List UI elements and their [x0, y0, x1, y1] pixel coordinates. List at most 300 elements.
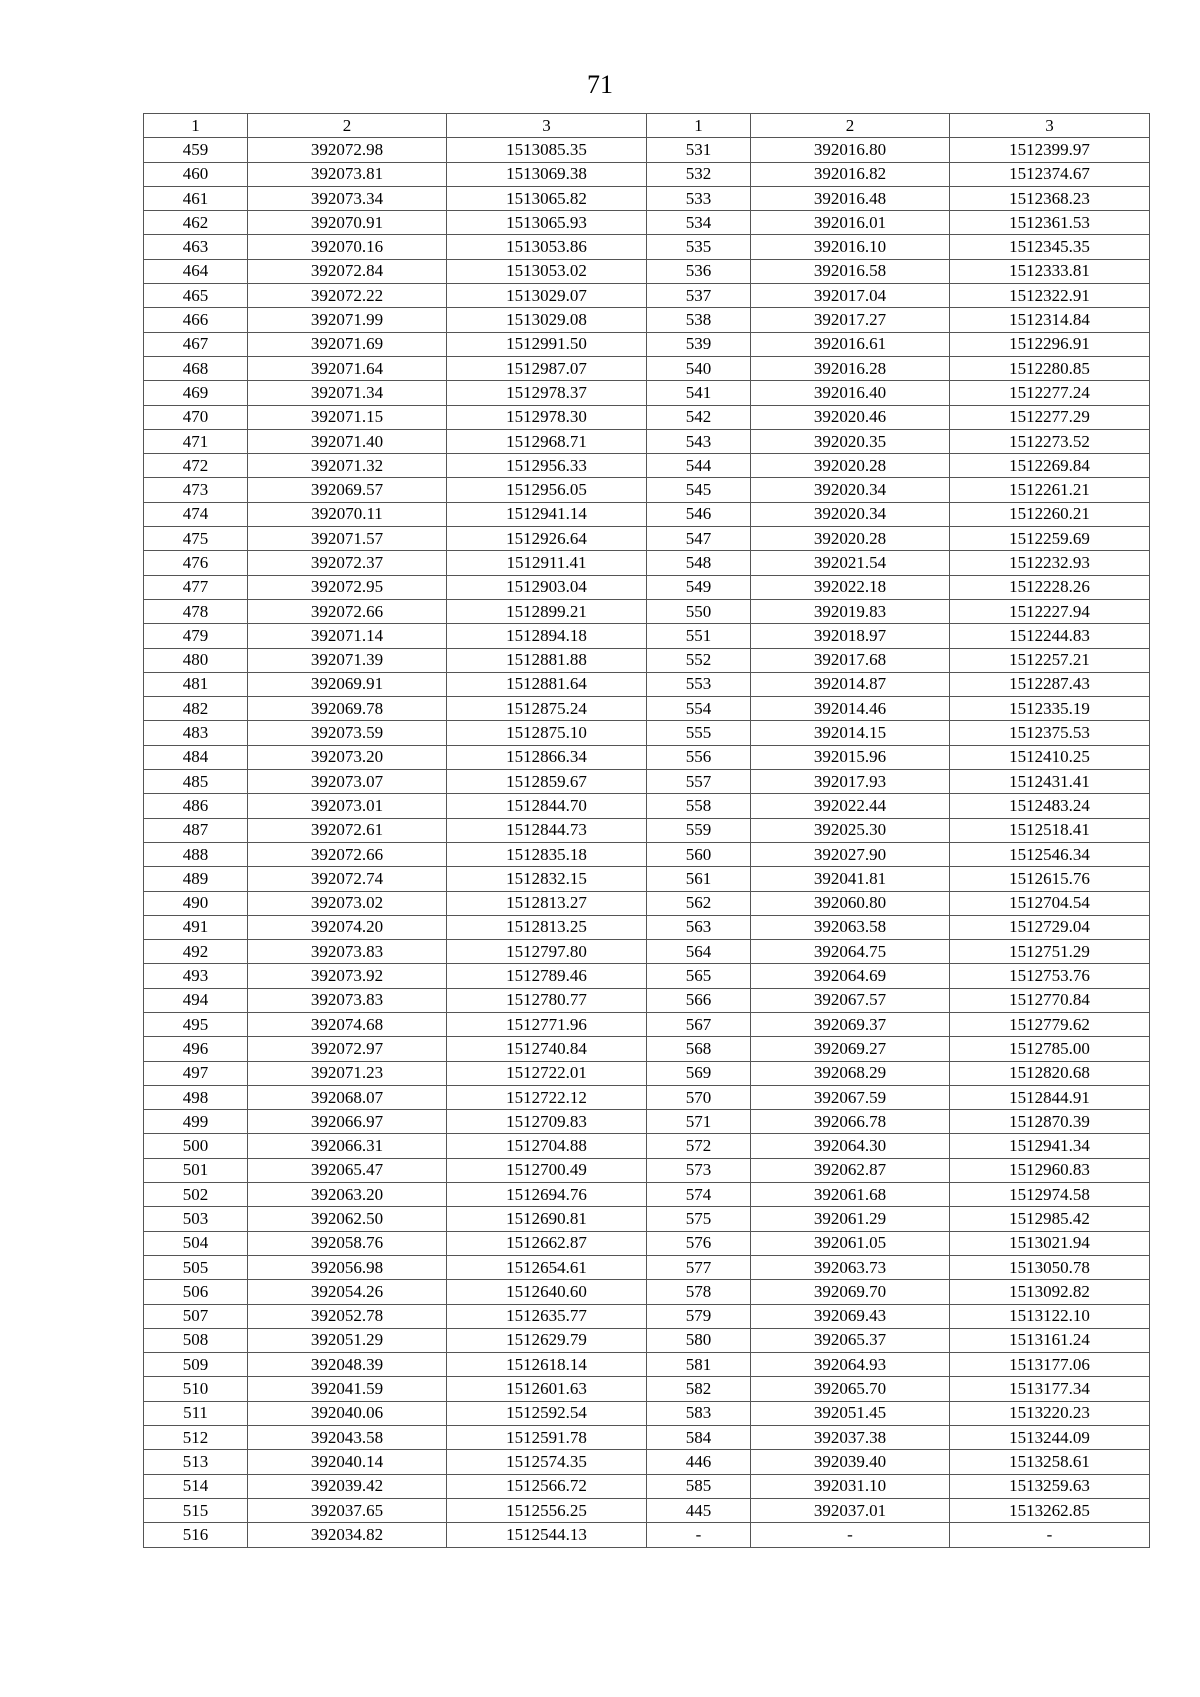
x-coordinate-cell: 392064.30 — [751, 1134, 950, 1158]
y-coordinate-cell: 1512985.42 — [950, 1207, 1150, 1231]
y-coordinate-cell: 1512694.76 — [447, 1183, 647, 1207]
x-coordinate-cell: 392065.70 — [751, 1377, 950, 1401]
table-row — [144, 867, 1150, 891]
point-number-cell: 547 — [647, 527, 751, 551]
header-cell-point-number: 1 — [144, 114, 248, 138]
point-number-cell: 562 — [647, 891, 751, 915]
y-coordinate-cell: 1512926.64 — [447, 527, 647, 551]
point-number-cell: 584 — [647, 1426, 751, 1450]
x-coordinate-cell: 392067.57 — [751, 988, 950, 1012]
point-number-cell: 472 — [144, 454, 248, 478]
table-row — [144, 454, 1150, 478]
x-coordinate-cell: 392020.46 — [751, 405, 950, 429]
table-row — [144, 770, 1150, 794]
point-number-cell: 476 — [144, 551, 248, 575]
y-coordinate-cell: 1512296.91 — [950, 332, 1150, 356]
x-coordinate-cell: 392037.01 — [751, 1498, 950, 1522]
point-number-cell: 491 — [144, 915, 248, 939]
x-coordinate-cell: 392071.14 — [248, 624, 447, 648]
y-coordinate-cell: 1512835.18 — [447, 842, 647, 866]
x-coordinate-cell: 392040.06 — [248, 1401, 447, 1425]
x-coordinate-cell: 392016.48 — [751, 186, 950, 210]
x-coordinate-cell: 392016.82 — [751, 162, 950, 186]
point-number-cell: 533 — [647, 186, 751, 210]
y-coordinate-cell: 1512960.83 — [950, 1158, 1150, 1182]
point-number-cell: 534 — [647, 211, 751, 235]
table-row — [144, 259, 1150, 283]
y-coordinate-cell: 1512875.24 — [447, 697, 647, 721]
x-coordinate-cell: 392060.80 — [751, 891, 950, 915]
y-coordinate-cell: 1512483.24 — [950, 794, 1150, 818]
point-number-cell: 548 — [647, 551, 751, 575]
y-coordinate-cell: 1512780.77 — [447, 988, 647, 1012]
point-number-cell: 468 — [144, 356, 248, 380]
y-coordinate-cell: 1512832.15 — [447, 867, 647, 891]
point-number-cell: 579 — [647, 1304, 751, 1328]
x-coordinate-cell: 392052.78 — [248, 1304, 447, 1328]
point-number-cell: 575 — [647, 1207, 751, 1231]
x-coordinate-cell: 392019.83 — [751, 599, 950, 623]
x-coordinate-cell: 392070.11 — [248, 502, 447, 526]
point-number-cell: 558 — [647, 794, 751, 818]
point-number-cell: 496 — [144, 1037, 248, 1061]
point-number-cell: 494 — [144, 988, 248, 1012]
y-coordinate-cell: 1513029.07 — [447, 284, 647, 308]
x-coordinate-cell: 392040.14 — [248, 1450, 447, 1474]
y-coordinate-cell: 1512431.41 — [950, 770, 1150, 794]
x-coordinate-cell: 392073.07 — [248, 770, 447, 794]
x-coordinate-cell: 392014.15 — [751, 721, 950, 745]
y-coordinate-cell: 1512322.91 — [950, 284, 1150, 308]
point-number-cell: 461 — [144, 186, 248, 210]
y-coordinate-cell: 1512941.34 — [950, 1134, 1150, 1158]
y-coordinate-cell: 1512956.33 — [447, 454, 647, 478]
y-coordinate-cell: 1512345.35 — [950, 235, 1150, 259]
y-coordinate-cell: 1513085.35 — [447, 138, 647, 162]
y-coordinate-cell: 1512844.91 — [950, 1085, 1150, 1109]
x-coordinate-cell: 392069.91 — [248, 672, 447, 696]
point-number-cell: 464 — [144, 259, 248, 283]
y-coordinate-cell: 1512635.77 — [447, 1304, 647, 1328]
y-coordinate-cell: 1512566.72 — [447, 1474, 647, 1498]
x-coordinate-cell: 392071.40 — [248, 429, 447, 453]
table-row — [144, 1450, 1150, 1474]
y-coordinate-cell: - — [950, 1523, 1150, 1547]
x-coordinate-cell: 392071.23 — [248, 1061, 447, 1085]
x-coordinate-cell: 392034.82 — [248, 1523, 447, 1547]
point-number-cell: 516 — [144, 1523, 248, 1547]
x-coordinate-cell: 392064.93 — [751, 1353, 950, 1377]
y-coordinate-cell: 1512629.79 — [447, 1328, 647, 1352]
table-row — [144, 1280, 1150, 1304]
x-coordinate-cell: 392071.32 — [248, 454, 447, 478]
x-coordinate-cell: 392066.97 — [248, 1110, 447, 1134]
x-coordinate-cell: 392067.59 — [751, 1085, 950, 1109]
point-number-cell: 495 — [144, 1012, 248, 1036]
point-number-cell: 553 — [647, 672, 751, 696]
table-row — [144, 1328, 1150, 1352]
table-row — [144, 1012, 1150, 1036]
x-coordinate-cell: 392056.98 — [248, 1255, 447, 1279]
point-number-cell: 477 — [144, 575, 248, 599]
point-number-cell: 505 — [144, 1255, 248, 1279]
point-number-cell: 543 — [647, 429, 751, 453]
table-row — [144, 1183, 1150, 1207]
x-coordinate-cell: 392062.87 — [751, 1158, 950, 1182]
y-coordinate-cell: 1512410.25 — [950, 745, 1150, 769]
x-coordinate-cell: 392039.40 — [751, 1450, 950, 1474]
point-number-cell: 471 — [144, 429, 248, 453]
point-number-cell: 552 — [647, 648, 751, 672]
y-coordinate-cell: 1512374.67 — [950, 162, 1150, 186]
y-coordinate-cell: 1512591.78 — [447, 1426, 647, 1450]
table-row — [144, 1158, 1150, 1182]
y-coordinate-cell: 1512368.23 — [950, 186, 1150, 210]
table-row — [144, 1474, 1150, 1498]
y-coordinate-cell: 1512968.71 — [447, 429, 647, 453]
y-coordinate-cell: 1513053.02 — [447, 259, 647, 283]
x-coordinate-cell: 392069.27 — [751, 1037, 950, 1061]
x-coordinate-cell: 392041.59 — [248, 1377, 447, 1401]
table-row — [144, 1207, 1150, 1231]
point-number-cell: 509 — [144, 1353, 248, 1377]
table-row — [144, 1498, 1150, 1522]
y-coordinate-cell: 1512615.76 — [950, 867, 1150, 891]
y-coordinate-cell: 1512859.67 — [447, 770, 647, 794]
x-coordinate-cell: 392016.28 — [751, 356, 950, 380]
point-number-cell: 567 — [647, 1012, 751, 1036]
point-number-cell: 545 — [647, 478, 751, 502]
point-number-cell: 478 — [144, 599, 248, 623]
x-coordinate-cell: 392069.78 — [248, 697, 447, 721]
point-number-cell: 557 — [647, 770, 751, 794]
point-number-cell: 508 — [144, 1328, 248, 1352]
x-coordinate-cell: 392054.26 — [248, 1280, 447, 1304]
table-row — [144, 429, 1150, 453]
table-row — [144, 842, 1150, 866]
table-row — [144, 575, 1150, 599]
y-coordinate-cell: 1513065.93 — [447, 211, 647, 235]
x-coordinate-cell: 392074.68 — [248, 1012, 447, 1036]
x-coordinate-cell: 392015.96 — [751, 745, 950, 769]
y-coordinate-cell: 1512987.07 — [447, 356, 647, 380]
x-coordinate-cell: 392072.95 — [248, 575, 447, 599]
y-coordinate-cell: 1512277.29 — [950, 405, 1150, 429]
point-number-cell: 470 — [144, 405, 248, 429]
x-coordinate-cell: 392020.34 — [751, 478, 950, 502]
y-coordinate-cell: 1512991.50 — [447, 332, 647, 356]
y-coordinate-cell: 1513259.63 — [950, 1474, 1150, 1498]
x-coordinate-cell: 392070.91 — [248, 211, 447, 235]
point-number-cell: 504 — [144, 1231, 248, 1255]
y-coordinate-cell: 1512375.53 — [950, 721, 1150, 745]
y-coordinate-cell: 1512903.04 — [447, 575, 647, 599]
point-number-cell: - — [647, 1523, 751, 1547]
x-coordinate-cell: 392016.80 — [751, 138, 950, 162]
x-coordinate-cell: 392072.98 — [248, 138, 447, 162]
y-coordinate-cell: 1513244.09 — [950, 1426, 1150, 1450]
y-coordinate-cell: 1512280.85 — [950, 356, 1150, 380]
header-cell-y: 3 — [447, 114, 647, 138]
y-coordinate-cell: 1512228.26 — [950, 575, 1150, 599]
y-coordinate-cell: 1513122.10 — [950, 1304, 1150, 1328]
header-cell-x: 2 — [248, 114, 447, 138]
table-row — [144, 1110, 1150, 1134]
y-coordinate-cell: 1512709.83 — [447, 1110, 647, 1134]
header-cell-x: 2 — [751, 114, 950, 138]
y-coordinate-cell: 1512244.83 — [950, 624, 1150, 648]
y-coordinate-cell: 1512259.69 — [950, 527, 1150, 551]
x-coordinate-cell: 392073.92 — [248, 964, 447, 988]
point-number-cell: 483 — [144, 721, 248, 745]
coordinates-table — [143, 113, 1150, 1548]
point-number-cell: 580 — [647, 1328, 751, 1352]
table-row — [144, 1401, 1150, 1425]
x-coordinate-cell: 392072.37 — [248, 551, 447, 575]
point-number-cell: 493 — [144, 964, 248, 988]
y-coordinate-cell: 1512797.80 — [447, 940, 647, 964]
table-row — [144, 186, 1150, 210]
y-coordinate-cell: 1512729.04 — [950, 915, 1150, 939]
table-row — [144, 1426, 1150, 1450]
table-row — [144, 721, 1150, 745]
x-coordinate-cell: 392071.99 — [248, 308, 447, 332]
point-number-cell: 487 — [144, 818, 248, 842]
x-coordinate-cell: 392016.01 — [751, 211, 950, 235]
point-number-cell: 531 — [647, 138, 751, 162]
point-number-cell: 484 — [144, 745, 248, 769]
y-coordinate-cell: 1513029.08 — [447, 308, 647, 332]
y-coordinate-cell: 1512870.39 — [950, 1110, 1150, 1134]
y-coordinate-cell: 1513262.85 — [950, 1498, 1150, 1522]
point-number-cell: 570 — [647, 1085, 751, 1109]
table-row — [144, 1353, 1150, 1377]
y-coordinate-cell: 1512813.25 — [447, 915, 647, 939]
x-coordinate-cell: 392073.01 — [248, 794, 447, 818]
point-number-cell: 506 — [144, 1280, 248, 1304]
x-coordinate-cell: 392065.47 — [248, 1158, 447, 1182]
point-number-cell: 546 — [647, 502, 751, 526]
y-coordinate-cell: 1512704.54 — [950, 891, 1150, 915]
x-coordinate-cell: 392069.70 — [751, 1280, 950, 1304]
x-coordinate-cell: 392062.50 — [248, 1207, 447, 1231]
y-coordinate-cell: 1512704.88 — [447, 1134, 647, 1158]
point-number-cell: 566 — [647, 988, 751, 1012]
x-coordinate-cell: 392073.02 — [248, 891, 447, 915]
point-number-cell: 573 — [647, 1158, 751, 1182]
y-coordinate-cell: 1512722.01 — [447, 1061, 647, 1085]
x-coordinate-cell: 392061.68 — [751, 1183, 950, 1207]
point-number-cell: 515 — [144, 1498, 248, 1522]
x-coordinate-cell: 392027.90 — [751, 842, 950, 866]
x-coordinate-cell: 392072.66 — [248, 599, 447, 623]
table-row — [144, 915, 1150, 939]
x-coordinate-cell: 392017.27 — [751, 308, 950, 332]
y-coordinate-cell: 1512813.27 — [447, 891, 647, 915]
table-row — [144, 988, 1150, 1012]
table-row — [144, 1304, 1150, 1328]
x-coordinate-cell: 392069.43 — [751, 1304, 950, 1328]
y-coordinate-cell: 1512941.14 — [447, 502, 647, 526]
table-row — [144, 356, 1150, 380]
y-coordinate-cell: 1512261.21 — [950, 478, 1150, 502]
x-coordinate-cell: 392020.28 — [751, 527, 950, 551]
table-row — [144, 138, 1150, 162]
point-number-cell: 578 — [647, 1280, 751, 1304]
x-coordinate-cell: 392017.68 — [751, 648, 950, 672]
x-coordinate-cell: 392065.37 — [751, 1328, 950, 1352]
table-row — [144, 1255, 1150, 1279]
x-coordinate-cell: 392021.54 — [751, 551, 950, 575]
x-coordinate-cell: 392022.18 — [751, 575, 950, 599]
y-coordinate-cell: 1512335.19 — [950, 697, 1150, 721]
x-coordinate-cell: 392073.83 — [248, 988, 447, 1012]
point-number-cell: 486 — [144, 794, 248, 818]
table-row — [144, 211, 1150, 235]
table-row — [144, 308, 1150, 332]
point-number-cell: 510 — [144, 1377, 248, 1401]
x-coordinate-cell: 392014.46 — [751, 697, 950, 721]
point-number-cell: 502 — [144, 1183, 248, 1207]
y-coordinate-cell: 1512753.76 — [950, 964, 1150, 988]
x-coordinate-cell: 392070.16 — [248, 235, 447, 259]
x-coordinate-cell: 392073.83 — [248, 940, 447, 964]
y-coordinate-cell: 1512518.41 — [950, 818, 1150, 842]
y-coordinate-cell: 1513161.24 — [950, 1328, 1150, 1352]
y-coordinate-cell: 1512546.34 — [950, 842, 1150, 866]
point-number-cell: 559 — [647, 818, 751, 842]
y-coordinate-cell: 1513050.78 — [950, 1255, 1150, 1279]
point-number-cell: 482 — [144, 697, 248, 721]
x-coordinate-cell: 392072.61 — [248, 818, 447, 842]
point-number-cell: 462 — [144, 211, 248, 235]
x-coordinate-cell: 392037.38 — [751, 1426, 950, 1450]
x-coordinate-cell: 392018.97 — [751, 624, 950, 648]
y-coordinate-cell: 1512260.21 — [950, 502, 1150, 526]
header-cell-point-number: 1 — [647, 114, 751, 138]
x-coordinate-cell: 392072.74 — [248, 867, 447, 891]
point-number-cell: 561 — [647, 867, 751, 891]
x-coordinate-cell: 392020.35 — [751, 429, 950, 453]
point-number-cell: 480 — [144, 648, 248, 672]
point-number-cell: 536 — [647, 259, 751, 283]
y-coordinate-cell: 1513177.34 — [950, 1377, 1150, 1401]
x-coordinate-cell: 392066.78 — [751, 1110, 950, 1134]
point-number-cell: 499 — [144, 1110, 248, 1134]
point-number-cell: 560 — [647, 842, 751, 866]
y-coordinate-cell: 1512662.87 — [447, 1231, 647, 1255]
y-coordinate-cell: 1512273.52 — [950, 429, 1150, 453]
y-coordinate-cell: 1513021.94 — [950, 1231, 1150, 1255]
table-row — [144, 940, 1150, 964]
table-row — [144, 964, 1150, 988]
y-coordinate-cell: 1512556.25 — [447, 1498, 647, 1522]
x-coordinate-cell: 392016.10 — [751, 235, 950, 259]
table-row — [144, 648, 1150, 672]
table-row — [144, 818, 1150, 842]
y-coordinate-cell: 1512881.64 — [447, 672, 647, 696]
point-number-cell: 582 — [647, 1377, 751, 1401]
point-number-cell: 554 — [647, 697, 751, 721]
x-coordinate-cell: 392068.29 — [751, 1061, 950, 1085]
point-number-cell: 513 — [144, 1450, 248, 1474]
x-coordinate-cell: 392063.73 — [751, 1255, 950, 1279]
table-row — [144, 672, 1150, 696]
y-coordinate-cell: 1512618.14 — [447, 1353, 647, 1377]
x-coordinate-cell: 392014.87 — [751, 672, 950, 696]
x-coordinate-cell: 392071.64 — [248, 356, 447, 380]
y-coordinate-cell: 1512601.63 — [447, 1377, 647, 1401]
point-number-cell: 569 — [647, 1061, 751, 1085]
y-coordinate-cell: 1512771.96 — [447, 1012, 647, 1036]
y-coordinate-cell: 1512544.13 — [447, 1523, 647, 1547]
y-coordinate-cell: 1512751.29 — [950, 940, 1150, 964]
x-coordinate-cell: 392016.40 — [751, 381, 950, 405]
table-row — [144, 624, 1150, 648]
x-coordinate-cell: 392071.69 — [248, 332, 447, 356]
point-number-cell: 538 — [647, 308, 751, 332]
y-coordinate-cell: 1512820.68 — [950, 1061, 1150, 1085]
y-coordinate-cell: 1513092.82 — [950, 1280, 1150, 1304]
x-coordinate-cell: 392071.15 — [248, 405, 447, 429]
point-number-cell: 563 — [647, 915, 751, 939]
point-number-cell: 479 — [144, 624, 248, 648]
point-number-cell: 446 — [647, 1450, 751, 1474]
table-row — [144, 1231, 1150, 1255]
y-coordinate-cell: 1512789.46 — [447, 964, 647, 988]
y-coordinate-cell: 1512894.18 — [447, 624, 647, 648]
point-number-cell: 540 — [647, 356, 751, 380]
point-number-cell: 550 — [647, 599, 751, 623]
point-number-cell: 469 — [144, 381, 248, 405]
point-number-cell: 549 — [647, 575, 751, 599]
x-coordinate-cell: 392073.20 — [248, 745, 447, 769]
point-number-cell: 544 — [647, 454, 751, 478]
y-coordinate-cell: 1512956.05 — [447, 478, 647, 502]
y-coordinate-cell: 1512232.93 — [950, 551, 1150, 575]
point-number-cell: 459 — [144, 138, 248, 162]
table-row — [144, 1523, 1150, 1547]
point-number-cell: 460 — [144, 162, 248, 186]
point-number-cell: 498 — [144, 1085, 248, 1109]
table-row — [144, 1134, 1150, 1158]
x-coordinate-cell: 392064.75 — [751, 940, 950, 964]
x-coordinate-cell: 392063.20 — [248, 1183, 447, 1207]
table-row — [144, 405, 1150, 429]
x-coordinate-cell: 392073.81 — [248, 162, 447, 186]
table-row — [144, 794, 1150, 818]
page-number: 71 — [587, 70, 613, 99]
x-coordinate-cell: 392072.66 — [248, 842, 447, 866]
x-coordinate-cell: 392061.05 — [751, 1231, 950, 1255]
point-number-cell: 572 — [647, 1134, 751, 1158]
point-number-cell: 500 — [144, 1134, 248, 1158]
y-coordinate-cell: 1512866.34 — [447, 745, 647, 769]
table-row — [144, 551, 1150, 575]
x-coordinate-cell: 392074.20 — [248, 915, 447, 939]
point-number-cell: 481 — [144, 672, 248, 696]
y-coordinate-cell: 1512640.60 — [447, 1280, 647, 1304]
table-row — [144, 1037, 1150, 1061]
y-coordinate-cell: 1512277.24 — [950, 381, 1150, 405]
x-coordinate-cell: 392061.29 — [751, 1207, 950, 1231]
point-number-cell: 564 — [647, 940, 751, 964]
y-coordinate-cell: 1513065.82 — [447, 186, 647, 210]
y-coordinate-cell: 1512592.54 — [447, 1401, 647, 1425]
table-row — [144, 1061, 1150, 1085]
point-number-cell: 507 — [144, 1304, 248, 1328]
table-row — [144, 1377, 1150, 1401]
